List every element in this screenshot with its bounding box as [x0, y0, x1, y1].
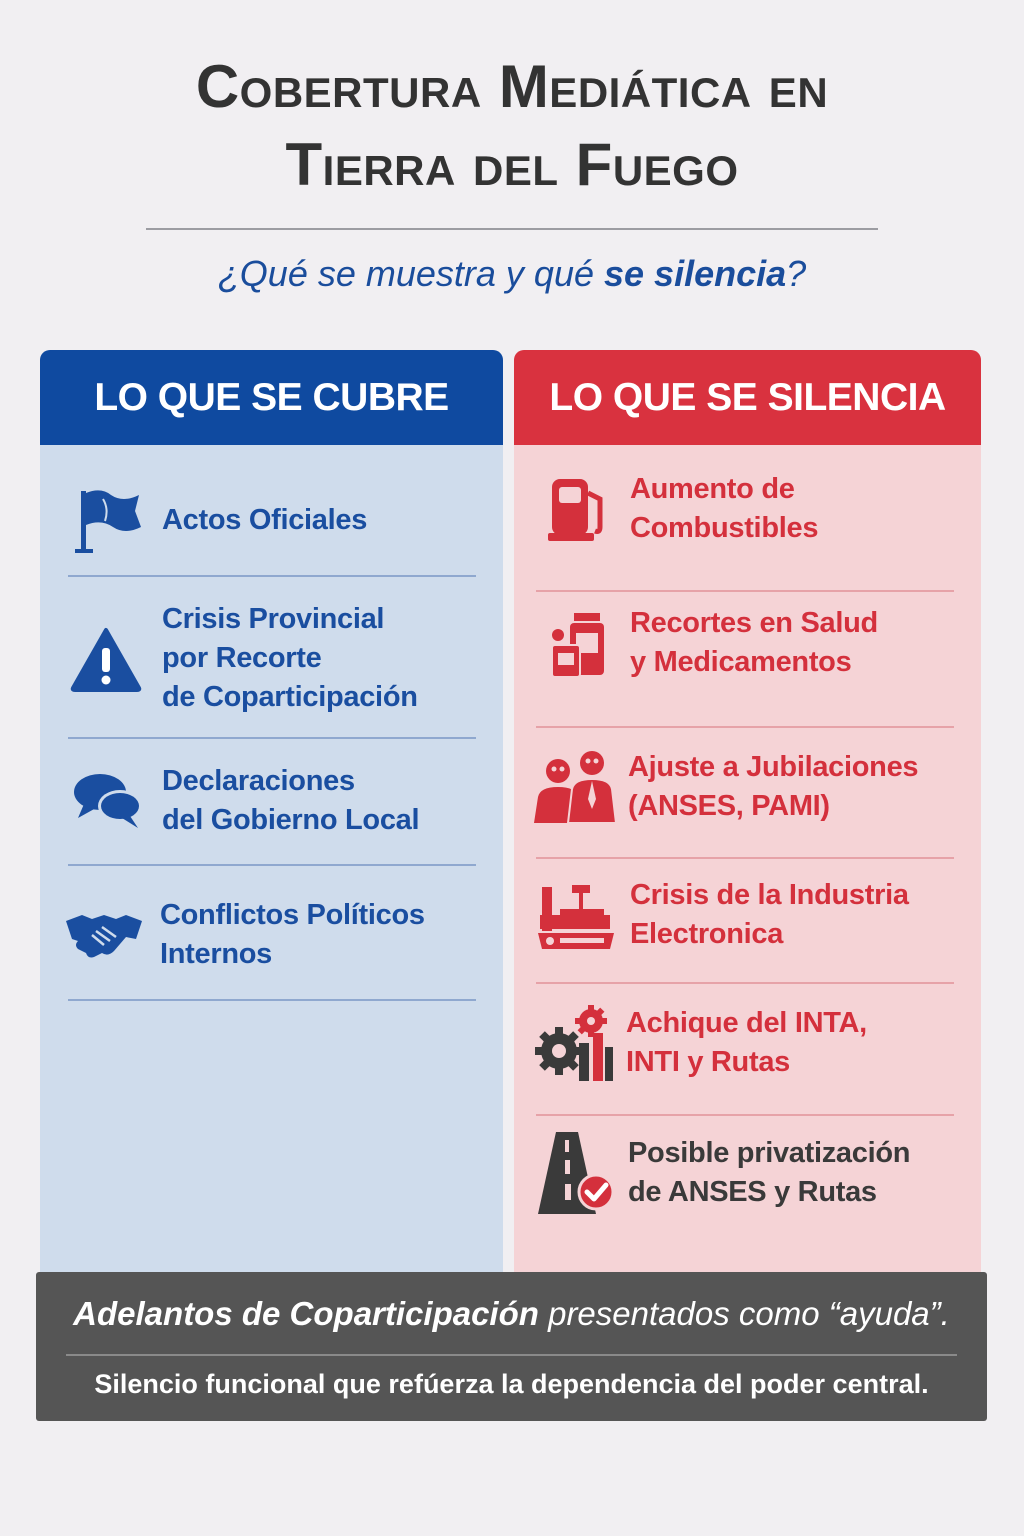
subtitle-part-3: ?: [786, 253, 807, 294]
silenced-column: [514, 350, 981, 1272]
divider: [68, 999, 476, 1001]
people-icon: [532, 749, 618, 825]
silenced-item: [540, 604, 878, 682]
subtitle-part-2: se silencia: [604, 253, 787, 294]
divider: [536, 1114, 954, 1116]
road-check-icon: [534, 1135, 618, 1211]
handshake-icon: [62, 897, 146, 973]
silenced-item: [534, 1134, 910, 1212]
covered-item-label: Declaraciones del Gobierno Local: [162, 765, 420, 836]
page-title: [0, 48, 1024, 204]
factory-icon: [534, 877, 618, 953]
divider: [536, 590, 954, 592]
gears-icon: [532, 1005, 616, 1081]
fuel-pump-icon: [540, 471, 616, 547]
footer-divider: [66, 1354, 957, 1356]
title-line-1: Cobertura Mediática en: [195, 53, 829, 120]
title-line-2: Tierra del Fuego: [285, 131, 739, 198]
medicine-icon: [540, 605, 616, 681]
silenced-item-label: Posible privatización de ANSES y Rutas: [628, 1137, 911, 1208]
covered-column: [40, 350, 503, 1272]
subtitle: [0, 248, 1024, 300]
footer-line-1-bold: Adelantos de Coparticipación: [73, 1295, 539, 1332]
divider: [68, 864, 476, 866]
divider: [536, 982, 954, 984]
divider: [536, 726, 954, 728]
silenced-item: [532, 748, 918, 826]
silenced-item-label: Crisis de la Industria Electronica: [630, 879, 909, 950]
footer-line-1-rest: presentados como “ayuda”.: [538, 1295, 950, 1332]
covered-item-label: Conflictos Políticos Internos: [160, 899, 425, 970]
covered-item: [70, 762, 419, 840]
divider: [68, 737, 476, 739]
divider: [536, 857, 954, 859]
divider: [68, 575, 476, 577]
footer-banner: [36, 1272, 987, 1421]
footer-line-2: Silencio funcional que refúerza la dependencia del poder central.: [94, 1369, 929, 1399]
silenced-item-label: Achique del INTA, INTI y Rutas: [626, 1007, 867, 1078]
covered-item-label: Crisis Provincial por Recorte de Coparticipación: [162, 603, 418, 713]
silenced-item: [540, 470, 818, 548]
silenced-item-label: Ajuste a Jubilaciones (ANSES, PAMI): [628, 751, 919, 822]
covered-item-label: Actos Oficiales: [162, 503, 368, 536]
title-divider: [146, 228, 878, 230]
silenced-item-label: Aumento de Combustibles: [630, 473, 819, 544]
silenced-item-label: Recortes en Salud y Medicamentos: [630, 607, 878, 678]
covered-item: [72, 482, 367, 558]
speech-bubbles-icon: [70, 763, 146, 839]
covered-heading: LO QUE SE CUBRE: [40, 350, 503, 445]
silenced-item: [532, 1004, 867, 1082]
covered-item: [68, 600, 418, 717]
silenced-item: [534, 876, 909, 954]
flag-icon: [72, 482, 148, 558]
subtitle-part-1: ¿Qué se muestra y qué: [217, 253, 604, 294]
footer-line-1: [36, 1292, 987, 1336]
covered-item: [62, 896, 425, 974]
warning-icon: [68, 621, 144, 697]
silenced-heading: LO QUE SE SILENCIA: [514, 350, 981, 445]
